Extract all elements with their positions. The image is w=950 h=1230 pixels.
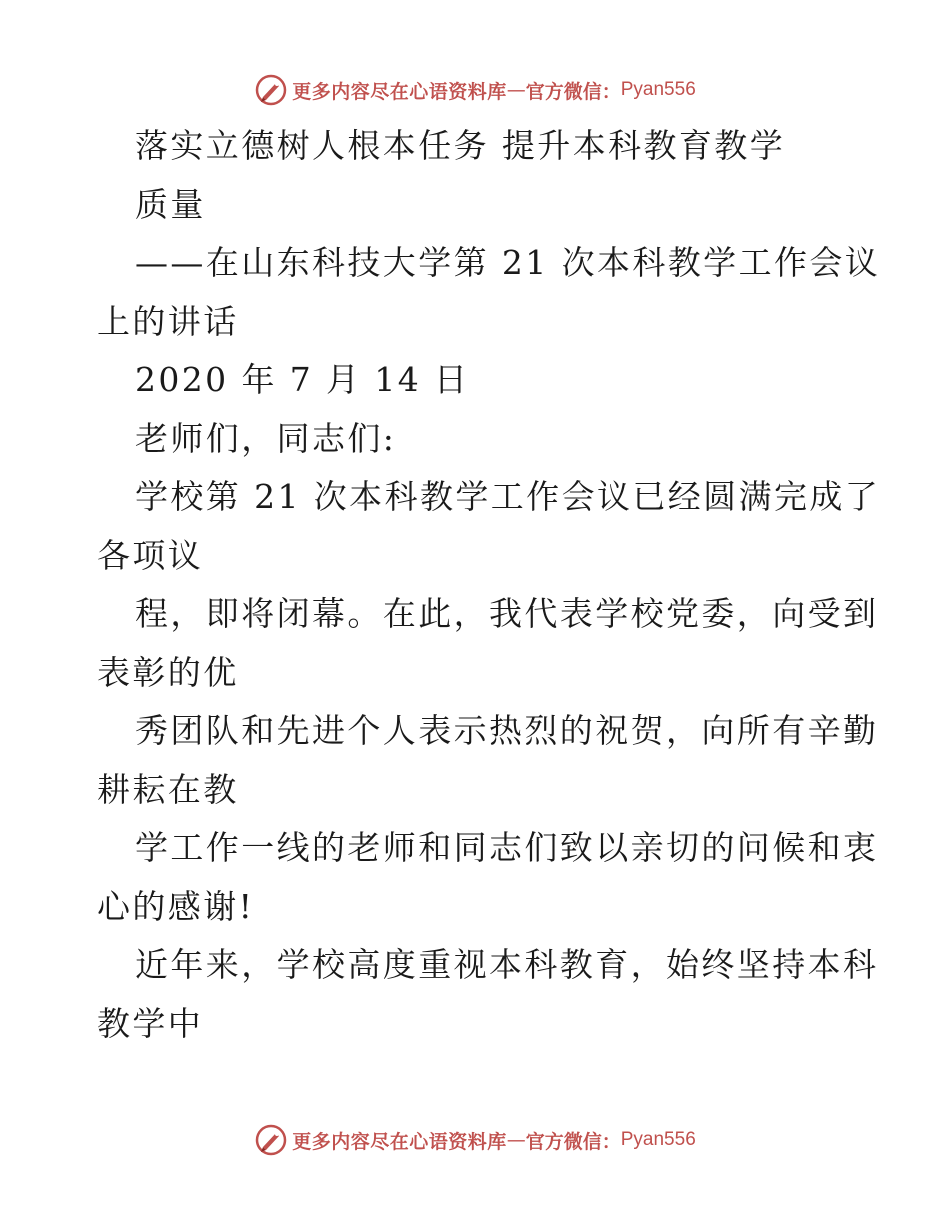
pen-logo-icon xyxy=(254,1123,288,1157)
banner-text: 更多内容尽在心语资料库 xyxy=(292,80,507,103)
text-line: 秀团队和先进个人表示热烈的祝贺，向所有辛勤 xyxy=(135,711,879,750)
pen-logo-icon xyxy=(254,73,288,107)
text-line: 老师们，同志们: xyxy=(135,418,397,458)
text-line: 学校第 21 次本科教学工作会议已经圆满完成了 xyxy=(135,477,881,516)
banner-wechat-id: Pyan556 xyxy=(620,1129,696,1150)
text-line: 质量 xyxy=(135,184,206,224)
banner-wechat-label: 官方微信： xyxy=(525,1130,621,1153)
document-body xyxy=(97,124,881,1060)
text-line: 上的讲话 xyxy=(97,301,239,341)
footer-banner xyxy=(0,1120,950,1160)
text-line: 落实立德树人根本任务 提升本科教育教学 xyxy=(135,126,786,165)
text-line: 近年来，学校高度重视本科教育，始终坚持本科 xyxy=(135,945,879,984)
text-line: 耕耘在教 xyxy=(97,769,239,809)
text-line: 程，即将闭幕。在此，我代表学校党委，向受到 xyxy=(135,594,879,633)
text-line: 学工作一线的老师和同志们致以亲切的问候和衷 xyxy=(135,828,879,867)
text-line: 各项议 xyxy=(97,535,204,575)
banner-wechat-id: Pyan556 xyxy=(620,79,696,100)
text-line: 2020 年 7 月 14 日 xyxy=(135,360,470,399)
banner-separator: — xyxy=(506,79,526,101)
header-banner xyxy=(0,70,950,110)
banner-wechat-label: 官方微信： xyxy=(525,80,621,103)
banner-separator: — xyxy=(506,1129,526,1151)
text-line: 表彰的优 xyxy=(97,652,239,692)
text-line: ——在山东科技大学第 21 次本科教学工作会议 xyxy=(135,243,881,282)
text-line: 教学中 xyxy=(97,1003,204,1043)
text-line: 心的感谢! xyxy=(97,886,255,926)
banner-text: 更多内容尽在心语资料库 xyxy=(292,1130,507,1153)
